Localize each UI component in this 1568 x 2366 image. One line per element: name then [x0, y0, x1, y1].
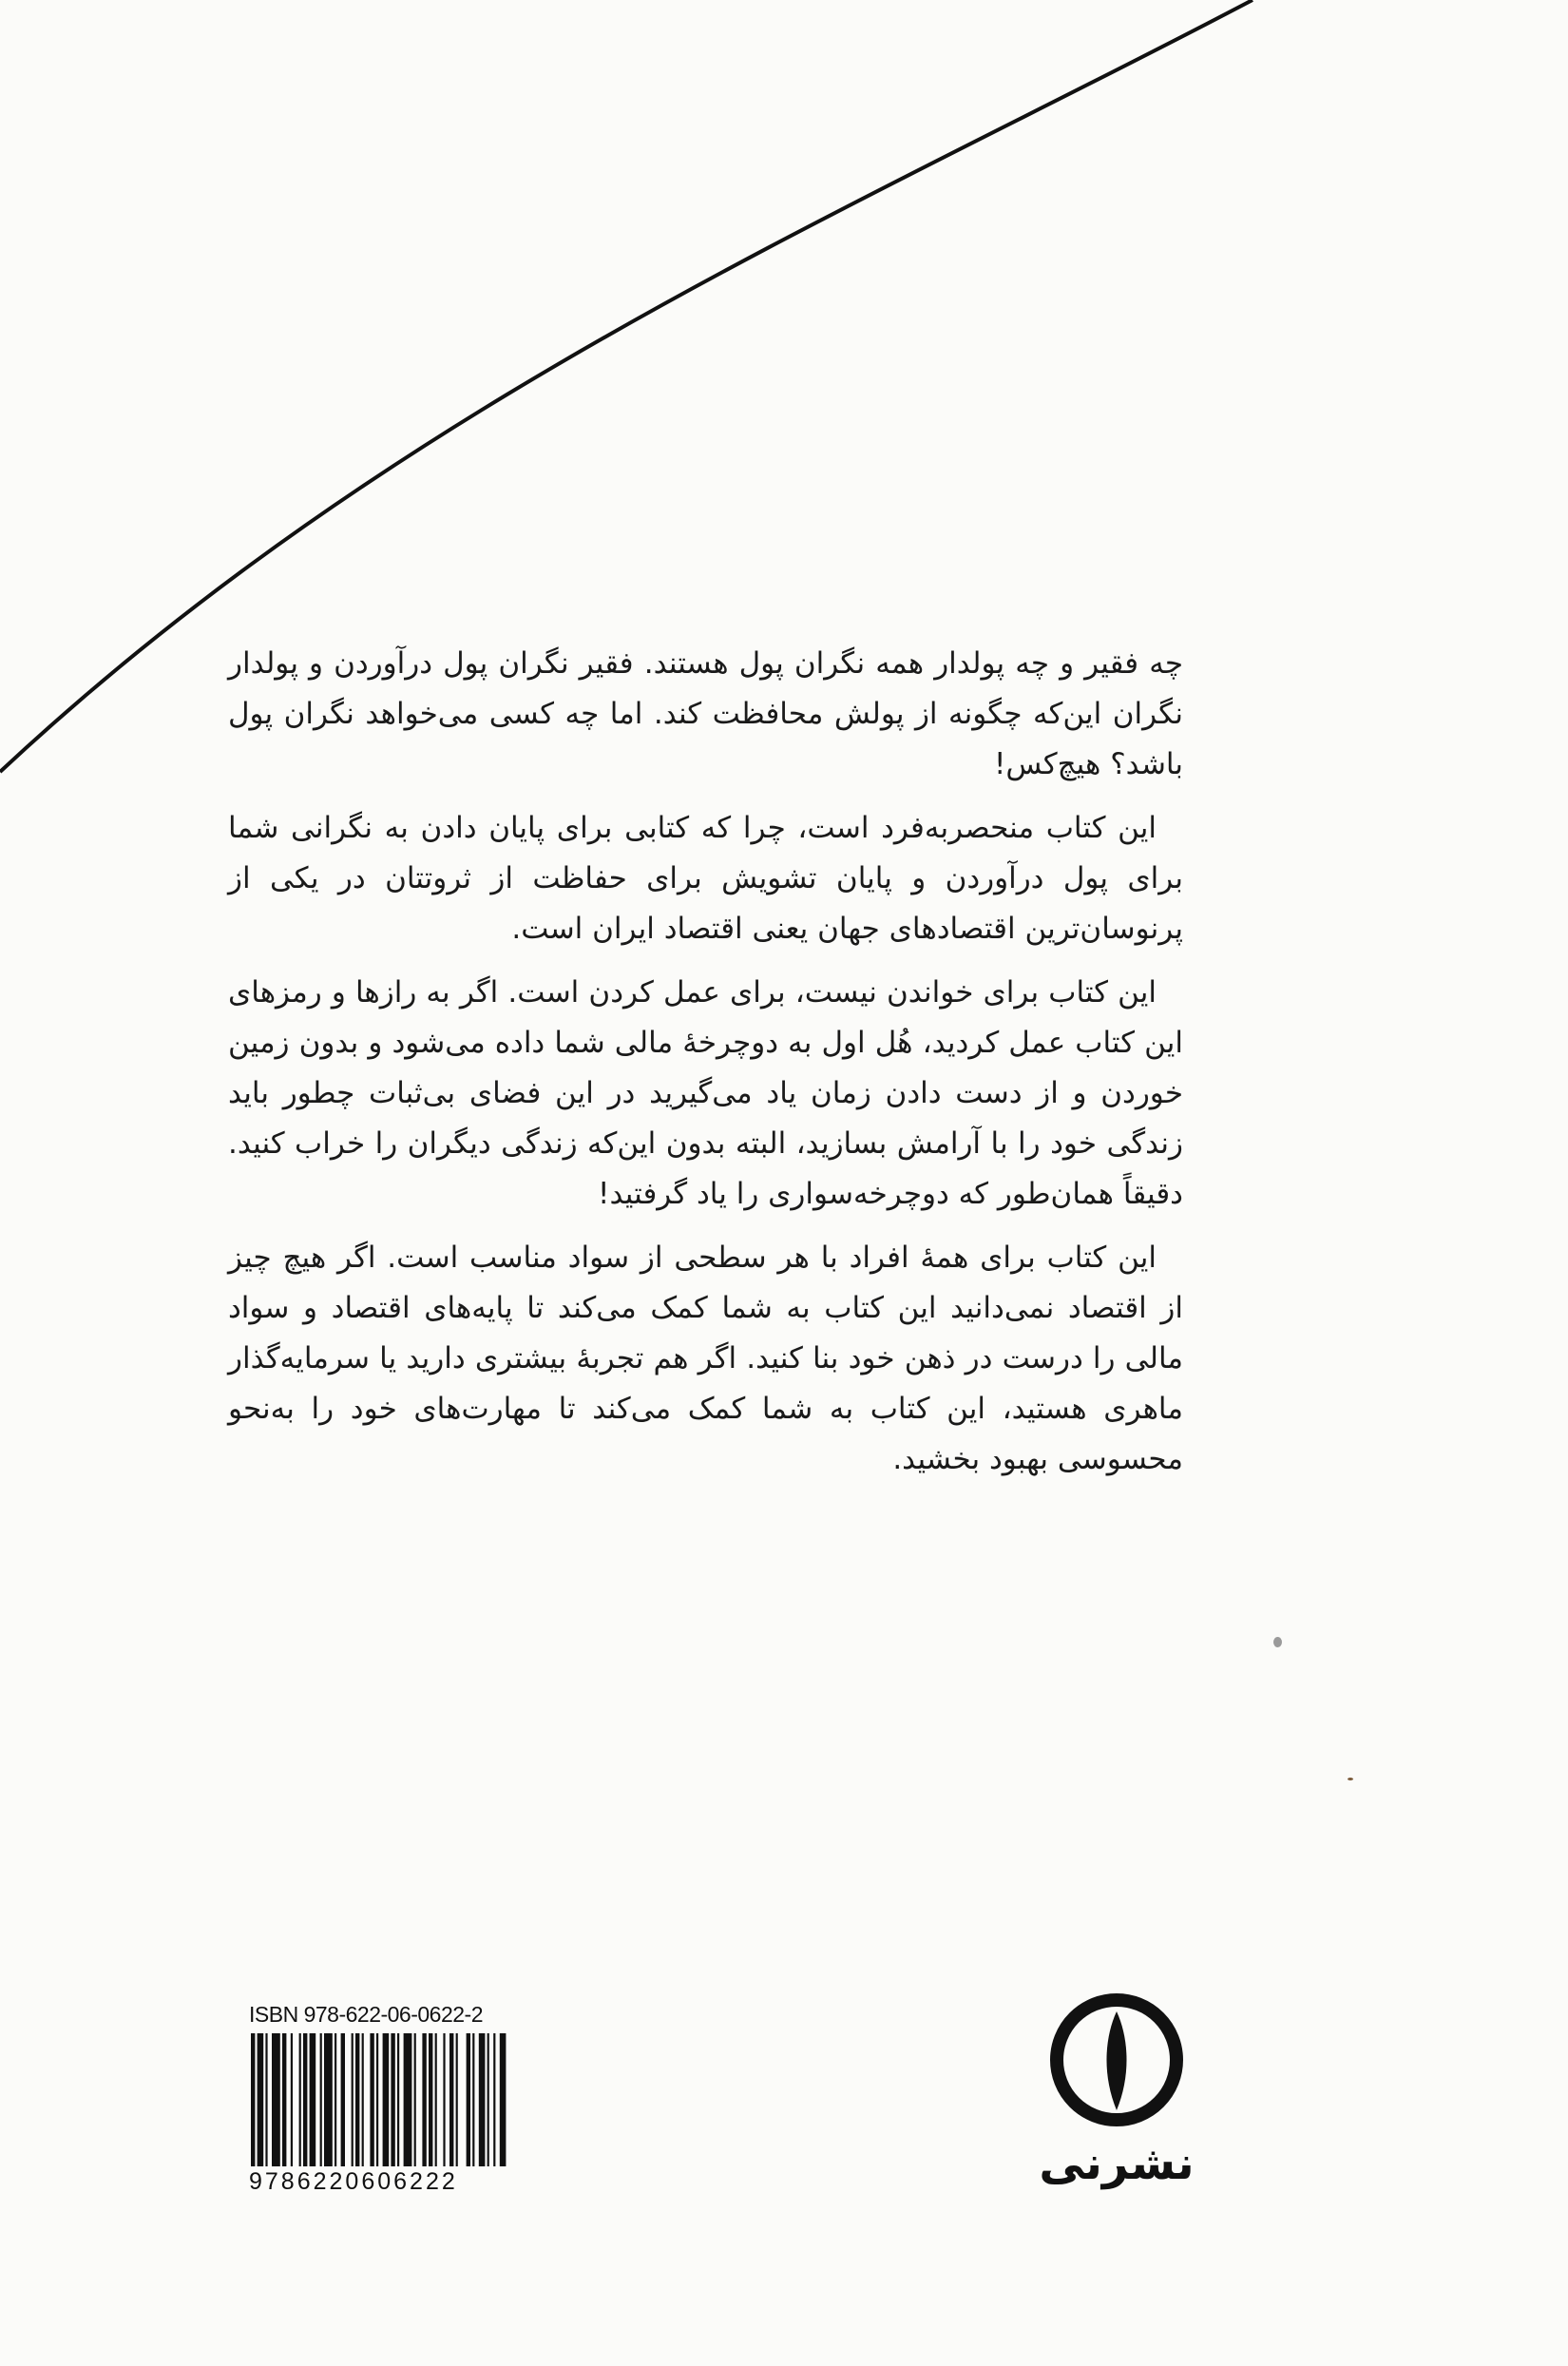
dust-speck: [1348, 1778, 1353, 1780]
blurb-paragraph: این کتاب برای خواندن نیست، برای عمل کردن است. اگر به رازها و رمزهای این کتاب عمل کردید، هُل اول به دوچرخهٔ مالی شما داده می‌شود و بدون زمین خوردن و از دست دادن زمان یاد می‌گیرید در این فضای بی‌ثبات چطور باید زندگی خود را با آرامش بسازید، البته بدون این‌که زندگی دیگران را خراب کنید. دقیقاً همان‌طور که دوچرخه‌سواری را یاد گرفتید!: [228, 975, 1183, 1211]
isbn-barcode: [249, 2002, 574, 2196]
barcode-bar: [251, 2033, 255, 2166]
barcode-bar: [370, 2033, 373, 2166]
barcode-bar: [282, 2033, 286, 2166]
blurb-paragraph: این کتاب برای همهٔ افراد با هر سطحی از سواد مناسب است. اگر هیچ چیز از اقتصاد نمی‌دانید این کتاب به شما کمک می‌کند تا پایه‌های اقتصاد و سواد مالی را درست در ذهن خود بنا کنید. اگر هم تجربهٔ بیشتری دارید یا سرمایه‌گذار ماهری هستید، این کتاب به شما کمک می‌کند تا مهارت‌های خود را به‌نحو محسوسی بهبود بخشید.: [228, 1241, 1183, 1476]
barcode-bar: [341, 2033, 345, 2166]
barcode-bar: [324, 2033, 333, 2166]
barcode-bar: [291, 2033, 293, 2166]
barcode-bar: [449, 2033, 453, 2166]
barcode-bar: [383, 2033, 390, 2166]
barcode-bar: [414, 2033, 416, 2166]
barcode-bar: [352, 2033, 354, 2166]
blurb-paragraph: چه فقیر و چه پولدار همه نگران پول هستند. فقیر نگران پول درآوردن و پولدار نگران این‌که چگونه از پولش محافظت کند. اما چه کسی می‌خواهد نگران پول باشد؟ هیچ‌کس!: [228, 646, 1183, 781]
blurb-paragraph: این کتاب منحصربه‌فرد است، چرا که کتابی برای پایان دادن به نگرانی شما برای پول درآوردن و پایان تشویش برای حفاظت از ثروتتان در یکی از پرنوسان‌ترین اقتصادهای جهان یعنی اقتصاد ایران است.: [228, 811, 1183, 946]
barcode-bar: [376, 2033, 378, 2166]
publisher-logo: [1031, 1989, 1202, 2190]
barcode-bar: [272, 2033, 280, 2166]
barcode-bar: [435, 2033, 437, 2166]
barcode-bar: [362, 2033, 364, 2166]
barcode-bar: [265, 2033, 267, 2166]
blurb-text: [228, 639, 1183, 1498]
barcode-bar: [479, 2033, 486, 2166]
barcode-bar: [299, 2033, 301, 2166]
barcode-bar: [493, 2033, 495, 2166]
barcode-bar: [391, 2033, 394, 2166]
barcode-bar: [320, 2033, 322, 2166]
barcode-bar: [303, 2033, 307, 2166]
dust-speck: [1273, 1637, 1282, 1647]
barcode-bar: [472, 2033, 474, 2166]
barcode-bar: [422, 2033, 426, 2166]
barcode-bar: [397, 2033, 399, 2166]
barcode-bar: [355, 2033, 359, 2166]
barcode-bar: [310, 2033, 316, 2166]
barcode-digits: 9786220606222: [249, 2168, 458, 2195]
publisher-name: نشرنی: [1039, 2137, 1195, 2190]
barcode-bar: [429, 2033, 432, 2166]
barcode-bar: [488, 2033, 489, 2166]
barcode-bars: [249, 2033, 572, 2166]
barcode-bar: [500, 2033, 507, 2166]
barcode-bar: [467, 2033, 470, 2166]
reed-circle-logo-icon: [1045, 1989, 1188, 2131]
barcode-bar: [404, 2033, 412, 2166]
isbn-label: ISBN 978-622-06-0622-2: [249, 2002, 483, 2027]
barcode-bar: [443, 2033, 445, 2166]
barcode-bar: [335, 2033, 336, 2166]
barcode-bar: [258, 2033, 264, 2166]
barcode-bar: [456, 2033, 458, 2166]
